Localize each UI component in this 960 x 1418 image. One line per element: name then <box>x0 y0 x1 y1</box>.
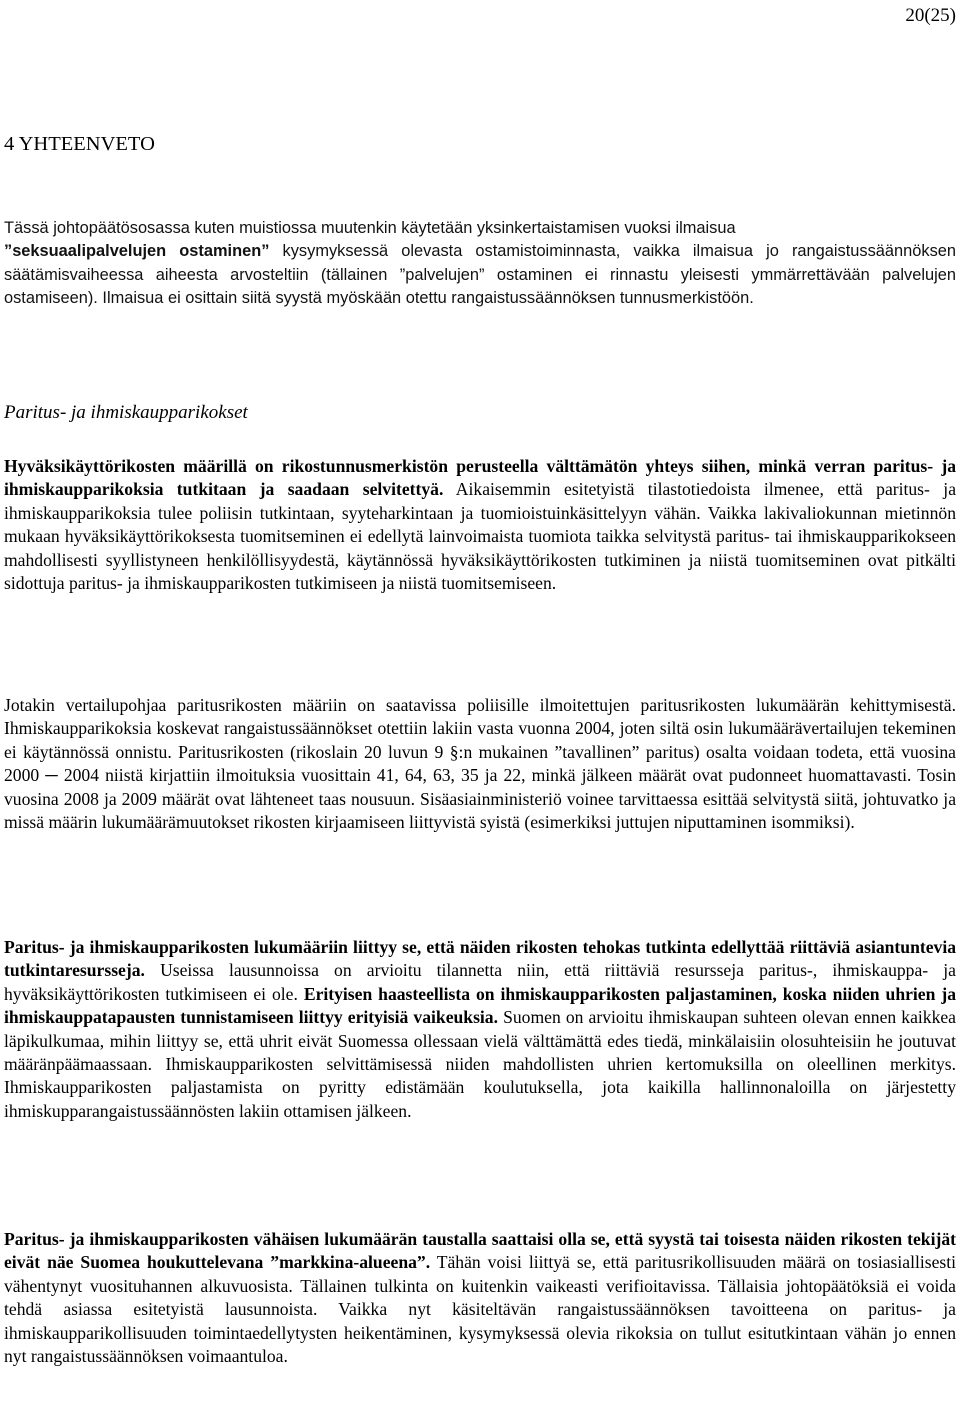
paragraph-intro-text: Tässä johtopäätösosassa kuten muistiossa muutenkin käytetään yksinkertaistamisen vuoksi ilmaisua <box>4 219 736 237</box>
paragraph-offence-counts-text: Aikaisemmin esitetyistä tilastotiedoista ilmenee, että paritus- ja ihmiskaupparikoksia tulee poliisin tutkintaan, syyteharkintaan ja tuomioistuinkäsittelyyn vähän. Vaikka lakivaliokunnan mietinnön mukaan hyväksikäyttörikoksesta tuomitseminen ei edellytä lainvoimaista tuomiota taikka selvitystä paritus- tai ihmiskaupparikokseen mahdollisesti syyllistyneen henkilöllisyydestä, käytännössä hyväksikäyttörikosten tutkiminen ja niistä tuomitseminen ovat pitkälti sidottuja paritus- ja ihmiskaupparikosten tutkimiseen ja niistä tuomitsemiseen. <box>4 479 957 594</box>
paragraph-offence-counts <box>4 455 956 595</box>
paragraph-resources-bold-2: Erityisen haasteellista on ihmiskaupparikosten paljastaminen, koska niiden uhrien ja ihmiskauppatapausten tunnistamiseen liittyy erityisiä vaikeuksia. <box>4 983 956 1028</box>
paragraph-statistics: Jotakin vertailupohjaa paritusrikosten määriin on saatavissa poliisille ilmoitettujen paritusrikosten lukumäärän kehittymisestä. Ihmiskaupparikoksia koskevat rangaistussäännökset otettiin lakiin vasta vuonna 2004, joten siltä osin lukumäärävertailujen tekeminen ei käytännössä onnistu. Paritusrikosten (rikoslain 20 luvun 9 §:n mukainen ”tavallinen” paritus) osalta voidaan todeta, että vuosina 2000 ─ 2004 niistä kirjattiin ilmoituksia vuosittain 41, 64, 63, 35 ja 22, minkä jälkeen määrät ovat pudonneet huomattavasti. Tosin vuosina 2008 ja 2009 määrät ovat lähteneet taas nousuun. Sisäasiainministeriö voinee tarvittaessa esittää selvitystä siitä, johtuvatko ja missä määrin lukumäärämuutokset rikosten kirjaamiseen liittyvistä syistä (esimerkiksi juttujen niputtaminen isommiksi). <box>4 695 956 833</box>
paragraph-intro-bold: ”seksuaalipalvelujen ostaminen” <box>4 242 270 261</box>
section-heading: 4 YHTEENVETO <box>4 133 155 155</box>
paragraph-resources-text-1: Useissa lausunnoissa on arvioitu tilannetta niin, että riittäviä resursseja paritus-, ihmiskauppa- ja hyväksikäyttörikosten tutkimiseen ei ole. <box>4 960 956 1004</box>
subsection-label: Paritus- ja ihmiskaupparikokset <box>4 402 248 423</box>
paragraph-market <box>4 1228 956 1368</box>
paragraph-intro <box>4 217 956 311</box>
paragraph-market-text: Tähän voisi liittyä se, että paritusrikollisuuden määrä on tosiasiallisesti vähentynyt vuosituhannen alkuvuosista. Tällainen tulkinta on kuitenkin vaikeasti verifioitavissa. Tällaisia johtopäätöksiä ei voida tehdä asiassa esitetyistä lausunnoista. Vaikka nyt käsiteltävän rangaistussäännöksen tavoitteena on paritus- ja ihmiskaupparikollisuuden toimintaedellytysten heikentäminen, kysymyksessä olevia rikoksia on tullut esitutkintaan vähän jo ennen nyt rangaistussäännöksen voimaantuloa. <box>4 1252 957 1367</box>
page-number: 20(25) <box>905 5 956 26</box>
paragraph-resources-bold-1: Paritus- ja ihmiskaupparikosten lukumääriin liittyy se, että näiden rikosten tehokas tutkinta edellyttää riittäviä asiantuntevia tutkintaresursseja. <box>4 937 956 981</box>
paragraph-resources-text-2: Suomen on arvioitu ihmiskaupan suhteen olevan ennen kaikkea läpikulkumaa, mihin liittyy se, että uhrit eivät Suomessa ollessaan vielä välttämättä edes tiedä, minkälaisiin olosuhteisiin he joutuvat määränpäämaassaan. Ihmiskaupparikosten selvittämisessä niiden mahdollisten uhrien kertomuksilla on oleellinen merkitys. Ihmiskaupparikosten paljastamista on pyritty edistämään koulutuksella, jota kaikilla hallinnonaloilla on järjestetty ihmiskupparangaistussäännösten lakiin ottamisen jälkeen. <box>4 1007 956 1121</box>
paragraph-intro-rest: kysymyksessä olevasta ostamistoiminnasta, vaikka ilmaisua jo rangaistussäännöksen säätämisvaiheessa aiheesta arvosteltiin (tällainen ”palvelujen” ostaminen ei rinnastu yleisesti ymmärrettävään palvelujen ostamiseen). Ilmaisua ei osittain siitä syystä myöskään otettu rangaistussäännöksen tunnusmerkistöön. <box>4 242 956 308</box>
paragraph-resources <box>4 936 956 1123</box>
paragraph-offence-counts-bold: Hyväksikäyttörikosten määrillä on rikostunnusmerkistön perusteella välttämätön yhteys siihen, minkä verran paritus- ja ihmiskaupparikoksia tutkitaan ja saadaan selvitettyä. <box>4 456 956 500</box>
paragraph-market-bold: Paritus- ja ihmiskaupparikosten vähäisen lukumäärän taustalla saattaisi olla se, että syystä tai toisesta näiden rikosten tekijät eivät näe Suomea houkuttelevana ”markkina-alueena”. <box>4 1229 956 1273</box>
